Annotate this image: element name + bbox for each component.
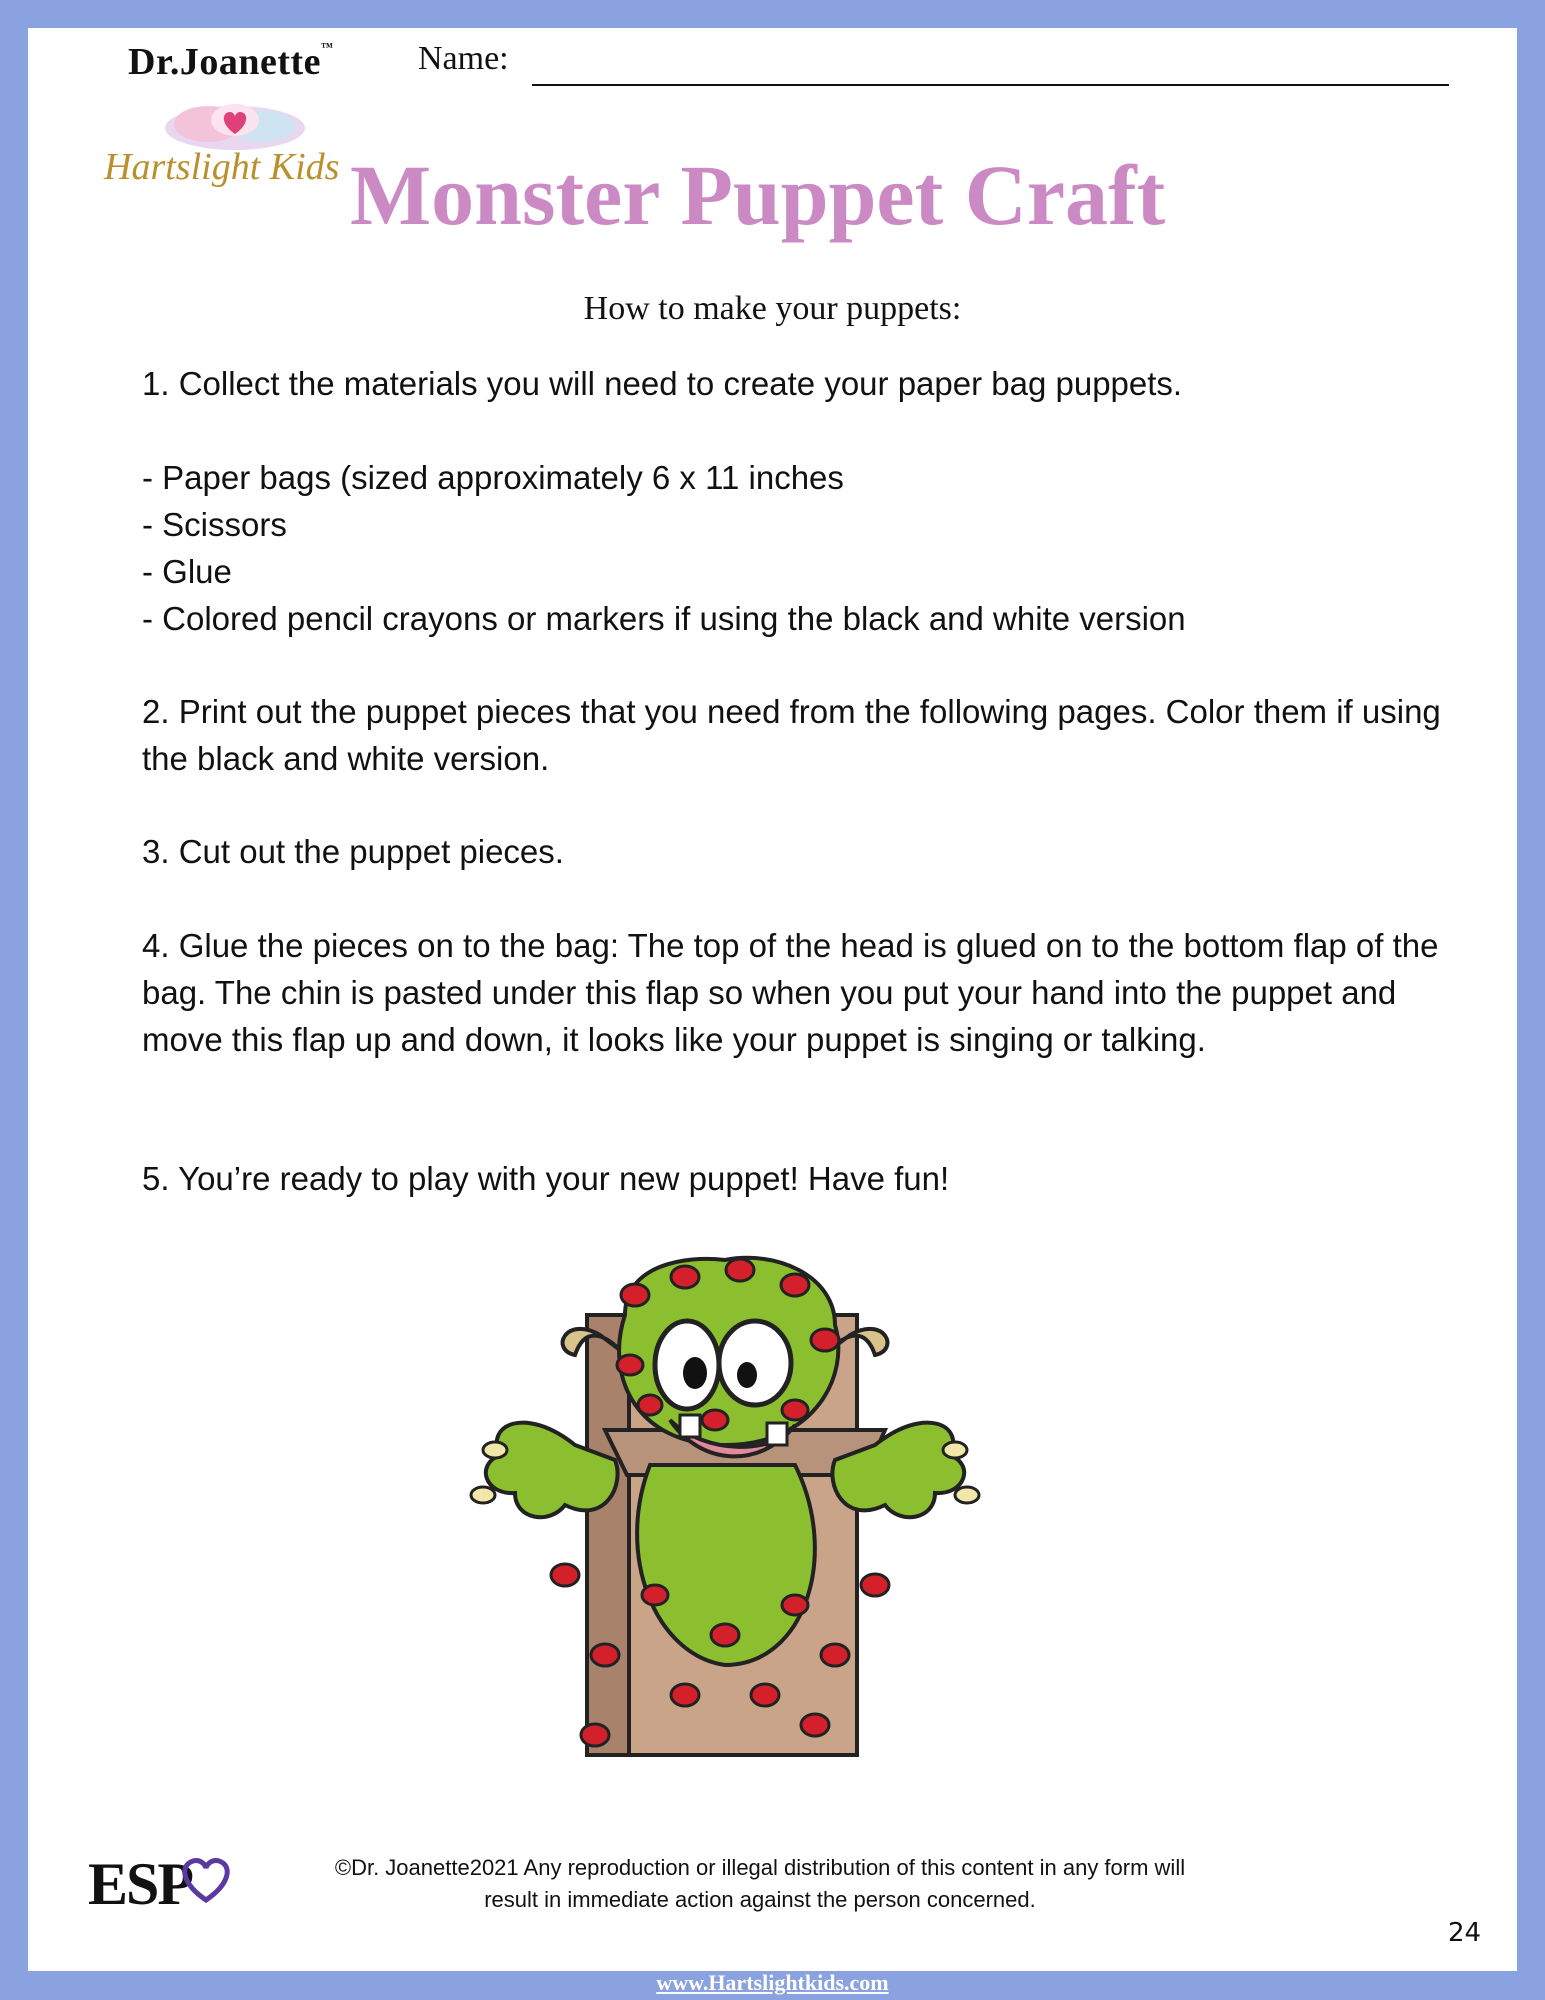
monster-puppet-illustration: [455, 1255, 1025, 1775]
brand-subtitle: Hartslight Kids: [104, 146, 340, 188]
material-item: - Paper bags (sized approximately 6 x 11 inches: [142, 459, 844, 496]
esp-logo: ESP: [88, 1851, 193, 1917]
copyright-notice: ©Dr. Joanette2021 Any reproduction or illegal distribution of this content in any form will result in immediate action against the person concerned.: [334, 1855, 1186, 1912]
step-4: 4. Glue the pieces on to the bag: The top of the head is glued on to the bottom flap of the bag. The chin is pasted under this flap so when you put your hand into the puppet and move this flap up and down, it looks like your puppet is singing or talking.: [142, 927, 1439, 1058]
brand-name: Dr.Joanette™: [128, 40, 334, 83]
name-input-line[interactable]: [532, 84, 1449, 86]
website-link[interactable]: www.Hartslightkids.com: [656, 1970, 889, 1995]
material-item: - Colored pencil crayons or markers if using the black and white version: [142, 600, 1186, 637]
page-number: 24: [1448, 1918, 1482, 1948]
step-5: 5. You’re ready to play with your new puppet! Have fun!: [142, 1160, 950, 1197]
step-1: 1. Collect the materials you will need to create your paper bag puppets.: [142, 365, 1183, 402]
instructions-subtitle: How to make your puppets:: [583, 290, 962, 327]
step-2: 2. Print out the puppet pieces that you need from the following pages. Color them if using the black and white version.: [142, 693, 1441, 777]
material-item: - Scissors: [142, 506, 287, 543]
heart-icon: [176, 1855, 236, 1905]
material-item: - Glue: [142, 553, 232, 590]
brand-logo: [100, 40, 350, 200]
name-label: Name:: [418, 40, 509, 77]
step-3: 3. Cut out the puppet pieces.: [142, 833, 564, 870]
page-title: Monster Puppet Craft: [350, 147, 1166, 243]
